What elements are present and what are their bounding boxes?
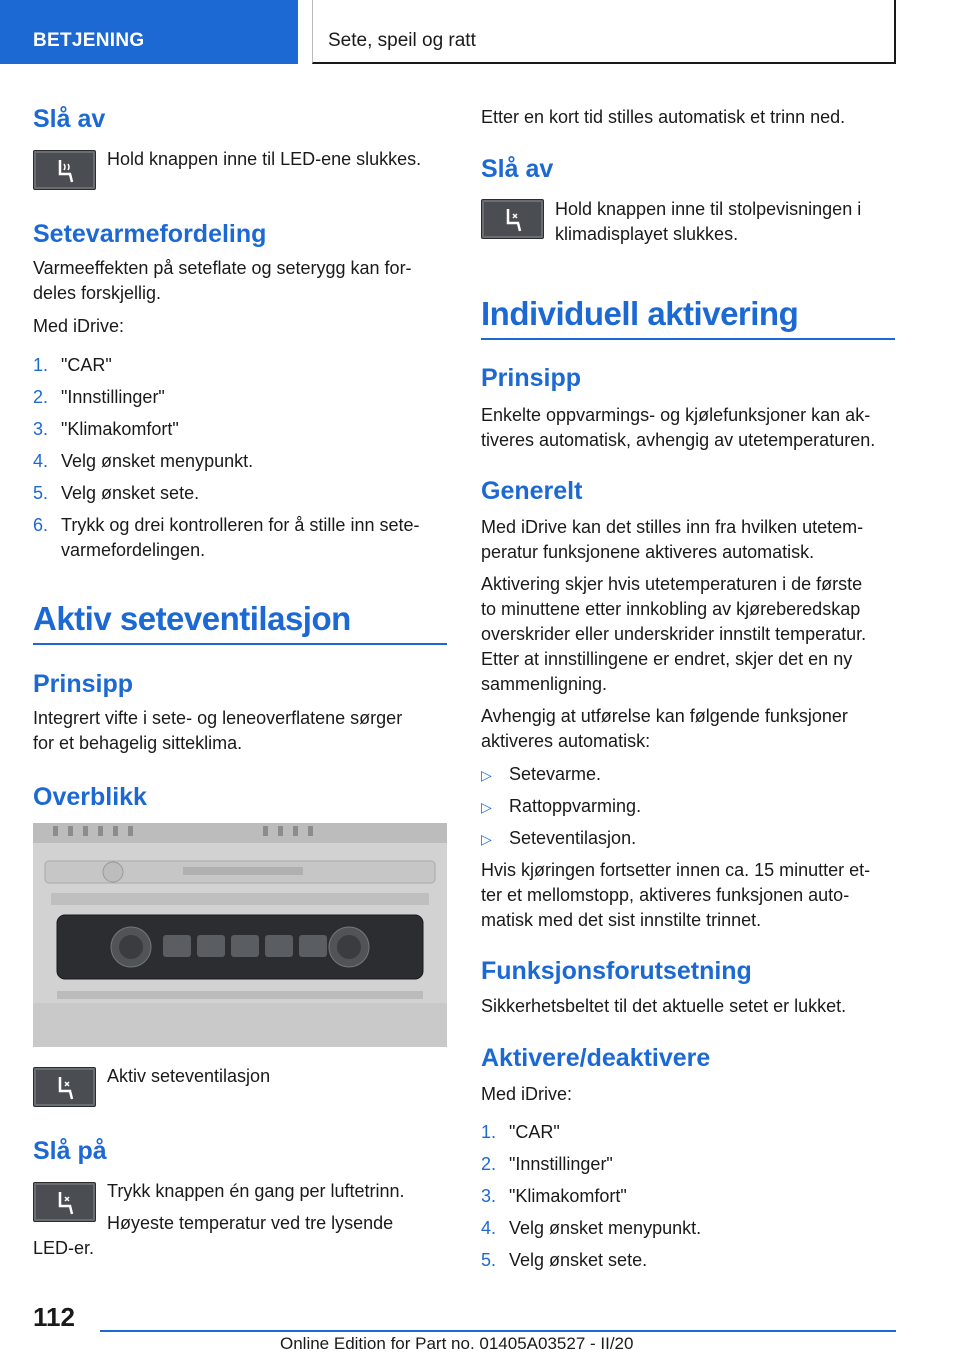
list-text: "CAR": [509, 1122, 560, 1142]
list-text: "Innstillinger": [509, 1154, 613, 1174]
generelt-paragraph-1: [481, 515, 895, 565]
list-number: 3.: [481, 1186, 497, 1206]
seat-ventilation-icon: [502, 207, 524, 233]
text-line: matisk med det sist innstilte trinnet.: [481, 910, 762, 930]
sla-pa-text2-cont: LED-er.: [33, 1238, 95, 1258]
page-number: 112: [33, 1302, 75, 1332]
list-item: [481, 1216, 701, 1241]
list-text: Velg ønsket sete.: [509, 1250, 648, 1270]
sla-pa-text2: Høyeste temperatur ved tre lysende: [107, 1213, 394, 1233]
list-text: Velg ønsket menypunkt.: [509, 1218, 702, 1238]
sla-pa-text: Trykk knappen én gang per luftetrinn.: [107, 1181, 405, 1201]
list-item-continued: varmefordelingen.: [61, 540, 206, 560]
list-item: [33, 481, 199, 506]
text-line: Enkelte oppvarmings- og kjølefunksjoner kan ak-: [481, 405, 871, 425]
text-line: klimadisplayet slukkes.: [555, 224, 739, 244]
text-line: peratur funksjonene aktiveres automatisk.: [481, 542, 815, 562]
list-text: "Klimakomfort": [509, 1186, 627, 1206]
section-tab[interactable]: [0, 0, 298, 64]
heading-aktivere-deaktivere: Aktivere/deaktivere: [481, 1044, 711, 1072]
triangle-bullet-icon: ▷: [481, 799, 492, 815]
seat-ventilation-icon: [54, 1075, 76, 1101]
text-line: aktiveres automatisk:: [481, 731, 651, 751]
list-text: "Klimakomfort": [61, 419, 179, 439]
triangle-bullet-icon: ▷: [481, 767, 492, 783]
text-line: deles forskjellig.: [33, 283, 162, 303]
text-line: Med iDrive kan det stilles inn fra hvilken utetem-: [481, 517, 864, 537]
generelt-paragraph-4: [481, 858, 895, 933]
page-header: [0, 0, 960, 66]
seat-ventilation-button-image: [33, 1182, 96, 1222]
climate-panel-illustration: [33, 823, 447, 1047]
generelt-paragraph-2: [481, 572, 895, 697]
text-line: ter et mellomstopp, aktiveres funksjonen auto-: [481, 885, 850, 905]
list-number: 6.: [33, 515, 49, 535]
list-number: 4.: [33, 451, 49, 471]
heading-generelt: Generelt: [481, 477, 583, 505]
heading-sla-av: Slå av: [33, 105, 106, 133]
heading-sla-pa: Slå på: [33, 1137, 107, 1165]
fordeling-paragraph: [33, 256, 447, 306]
text-line: to minuttene etter innkobling av kjøreberedskap: [481, 599, 861, 619]
text-line: Aktivering skjer hvis utetemperaturen i de første: [481, 574, 863, 594]
heading-rule: [481, 338, 895, 340]
heading-prinsipp: Prinsipp: [481, 364, 582, 392]
triangle-bullet-icon: ▷: [481, 831, 492, 847]
text-line: Hold knappen inne til stolpevisningen i: [555, 199, 862, 219]
list-text: "Innstillinger": [61, 387, 165, 407]
list-number: 5.: [33, 483, 49, 503]
bullet-text: Rattoppvarming.: [509, 796, 642, 816]
text-line: Etter at innstillingene er endret, skjer det en ny: [481, 649, 853, 669]
text-line: Avhengig at utførelse kan følgende funksjoner: [481, 706, 848, 726]
funk-text: Sikkerhetsbeltet til det aktuelle setet er lukket.: [481, 996, 847, 1016]
list-item: [481, 1120, 560, 1145]
text-line: sammenligning.: [481, 674, 608, 694]
text-line: Hvis kjøringen fortsetter innen ca. 15 minutter et-: [481, 860, 871, 880]
seat-ventilation-button-image: [33, 1067, 96, 1107]
sla-av-text: Hold knappen inne til LED-ene slukkes.: [107, 149, 422, 169]
section-label: BETJENING: [33, 30, 145, 51]
prinsipp-paragraph: [33, 706, 447, 756]
text-line: tiveres automatisk, avhengig av utetemperaturen.: [481, 430, 876, 450]
list-item: [33, 449, 253, 474]
seat-heating-icon: [54, 158, 76, 184]
bullet-text: Setevarme.: [509, 764, 602, 784]
text-line: Varmeeffekten på seteflate og seterygg kan for-: [33, 258, 412, 278]
list-text: Velg ønsket sete.: [61, 483, 200, 503]
heading-prinsipp: Prinsipp: [33, 670, 134, 698]
text-line: Integrert vifte i sete- og leneoverflatene sørger: [33, 708, 403, 728]
generelt-paragraph-3: [481, 704, 895, 754]
seat-ventilation-button-image: [481, 199, 544, 239]
bullet-item: [481, 826, 636, 852]
list-item: [33, 385, 165, 410]
chapter-label: Sete, speil og ratt: [328, 30, 476, 51]
list-text: Velg ønsket menypunkt.: [61, 451, 254, 471]
list-item: [33, 513, 419, 538]
sla-av-text: [555, 197, 895, 247]
list-item: [481, 1248, 647, 1273]
edition-text: Online Edition for Part no. 01405A03527 - II/20: [280, 1334, 634, 1353]
list-item: [481, 1184, 627, 1209]
list-number: 3.: [33, 419, 49, 439]
image-caption: Aktiv seteventilasjon: [107, 1066, 271, 1086]
prinsipp-paragraph: [481, 403, 895, 453]
heading-setevarmefordeling: Setevarmefordeling: [33, 220, 267, 248]
seat-ventilation-icon: [54, 1190, 76, 1216]
climate-panel-photo: [33, 823, 447, 1047]
list-item: [33, 353, 112, 378]
list-number: 2.: [481, 1154, 497, 1174]
top-text: Etter en kort tid stilles automatisk et trinn ned.: [481, 107, 846, 127]
chapter-tab[interactable]: [312, 0, 896, 64]
heading-rule: [33, 643, 447, 645]
text-line: for et behagelig sitteklima.: [33, 733, 243, 753]
list-number: 1.: [33, 355, 49, 375]
heading-aktiv-seteventilasjon: Aktiv seteventilasjon: [33, 600, 351, 637]
list-number: 2.: [33, 387, 49, 407]
list-number: 4.: [481, 1218, 497, 1238]
seat-heating-button-image: [33, 150, 96, 190]
bullet-item: [481, 762, 601, 788]
list-item: [481, 1152, 613, 1177]
text-line: overskrider eller underskrider innstilt temperatur.: [481, 624, 867, 644]
heading-funksjonsforutsetning: Funksjonsforutsetning: [481, 957, 752, 985]
heading-individuell-aktivering: Individuell aktivering: [481, 295, 799, 332]
footer-rule: [100, 1330, 896, 1332]
heading-overblikk: Overblikk: [33, 783, 147, 811]
list-number: 5.: [481, 1250, 497, 1270]
akt-text: Med iDrive:: [481, 1084, 573, 1104]
list-text: Trykk og drei kontrolleren for å stille inn sete-: [61, 515, 420, 535]
list-text: "CAR": [61, 355, 112, 375]
list-item: [33, 417, 179, 442]
bullet-item: [481, 794, 641, 820]
bullet-text: Seteventilasjon.: [509, 828, 637, 848]
fordeling-idrive: Med iDrive:: [33, 316, 125, 336]
list-number: 1.: [481, 1122, 497, 1142]
heading-sla-av: Slå av: [481, 155, 554, 183]
